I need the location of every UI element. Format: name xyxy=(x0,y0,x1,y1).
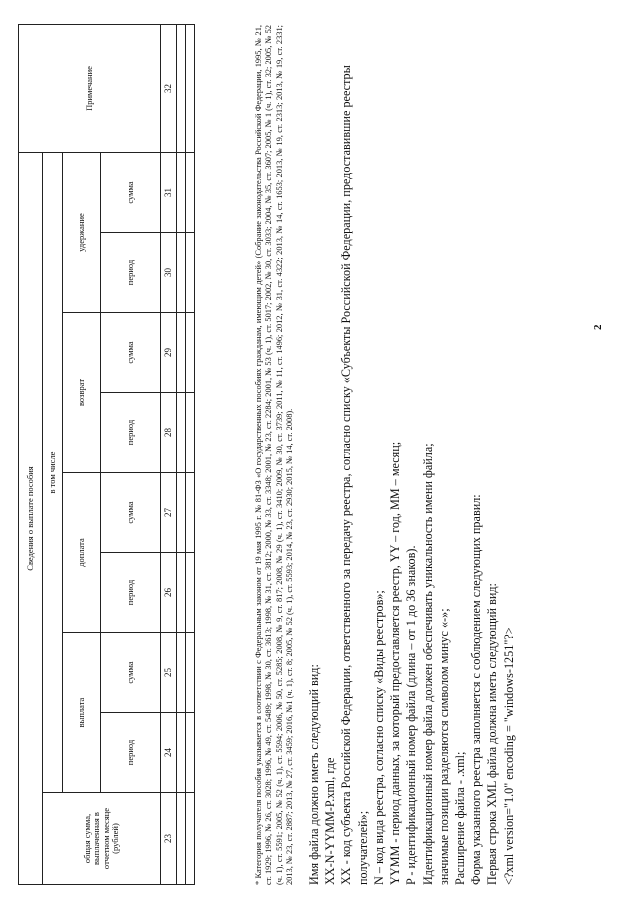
body-line: XX - код субъекта Российской Федерации, ответственного за передачу реестра, согласно списку «Субъекты Российской Федерации, предоставившие реестры получателей»; xyxy=(339,65,370,885)
group-header: Сведения о выплате пособия xyxy=(19,153,43,885)
body-text xyxy=(306,25,517,885)
body-line: Имя файла должно иметь следующий вид: xyxy=(307,664,321,885)
body-line: Форма указанного реестра заполняется с соблюдением следующих правил: xyxy=(469,494,484,885)
sub-period: период xyxy=(101,553,161,633)
body-line: XX-N-YYMM-P.xml, где xyxy=(323,757,338,885)
sub-sum: сумма xyxy=(101,633,161,713)
footnote: * Категория получателя пособия указывается в соответствии с Федеральным законом от 19 мая 1995 г. № 81-ФЗ «О государственных пособиях гражданам, имеющим детей» (Собрание законодательства Российской Федерации, 1995, № 21, ст. 1929; 1996, № 26, ст. 3028; 1996, № 49, ст. 5489; 1998, № 30, ст. 3613; 1998, № 31, ст. 3812; 2000, № 33, ст. 3348; 2001, № 23, ст. 2284; 2001, № 53 (ч. 1), ст. 5017; 2002, № 30, ст. 3033; 2004, № 35, ст. 3607; 2005, № 1 (ч. 1), ст. 32; 2005, № 52 (ч. 1), ст. 5591; 2005, № 52 (ч. 1), ст. 5594; 2006, № 50, ст. 5285; 2008, № 9, ст. 817; 2008, № 29 (ч. 1), ст. 3410; 2009, № 30, ст. 3739; 2011, № 11, ст. 1496; 2012, № 31, ст. 4322; 2013, № 14, ст. 1653; 2013, № 19, ст. 2313; 2013, № 19, ст. 2331; 2013, № 23, ст. 2887; 2013, № 27, ст. 3459; 2016, №1 (ч. 1), ст. 8; 2005, № 52 (ч. 1), ст. 5593; 2014, № 23, ст. 2930; 2015, № 14, ст. 2008). xyxy=(254,25,294,885)
body-line: значимые позиции разделяются символом минус «-»; xyxy=(436,608,451,885)
col-num: 29 xyxy=(161,313,177,393)
page-number: 2 xyxy=(592,324,604,330)
sub-sum: сумма xyxy=(101,153,161,233)
in-that-header: в том числе xyxy=(43,153,63,793)
sub-period: период xyxy=(101,233,161,313)
sub-sum: сумма xyxy=(101,473,161,553)
body-line: Идентификационный номер файла должен обеспечивать уникальность имени файла; xyxy=(420,443,435,885)
empty-row xyxy=(186,25,195,885)
column-number-row xyxy=(161,25,177,885)
col-group-surcharge: доплата xyxy=(63,473,101,633)
total-header: общая сумма, выплаченная в отчетном месяце (рублей) xyxy=(43,793,161,885)
col-num: 27 xyxy=(161,473,177,553)
col-num: 28 xyxy=(161,393,177,473)
col-num: 24 xyxy=(161,713,177,793)
col-num: 23 xyxy=(161,793,177,885)
empty-row xyxy=(177,25,186,885)
col-num: 31 xyxy=(161,153,177,233)
sub-sum: сумма xyxy=(101,313,161,393)
body-line: N – код вида реестра, согласно списку «Виды реестров»; xyxy=(371,590,386,885)
col-group-payment: выплата xyxy=(63,633,101,793)
col-group-refund: возврат xyxy=(63,313,101,473)
sub-period: период xyxy=(101,393,161,473)
body-line: P - идентификационный номер файла (длина – от 1 до 36 знаков). xyxy=(404,545,419,885)
benefit-payment-table xyxy=(18,24,195,885)
body-line: Расширение файла - .xml; xyxy=(452,751,467,885)
sub-period: период xyxy=(101,713,161,793)
col-num: 26 xyxy=(161,553,177,633)
col-num: 25 xyxy=(161,633,177,713)
col-num: 30 xyxy=(161,233,177,313)
col-group-deduction: удержание xyxy=(63,153,101,313)
note-header: Примечание xyxy=(19,25,161,153)
body-line: YYMM - период данных, за который предоставляется реестр, YY – год, MM – месяц; xyxy=(388,441,403,885)
body-line: Первая строка XML файла должна иметь следующий вид: xyxy=(485,583,500,885)
body-line: <?xml version="1.0" encoding = "windows-1251"?> xyxy=(501,627,516,885)
col-num: 32 xyxy=(161,25,177,153)
